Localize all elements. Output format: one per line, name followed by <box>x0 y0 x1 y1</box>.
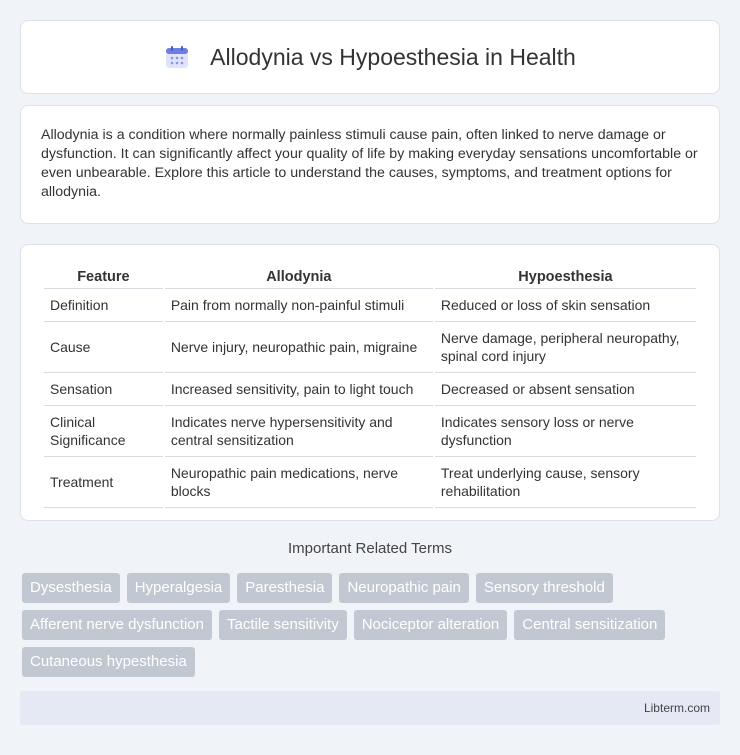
comparison-table-card <box>20 244 720 521</box>
row-feature: Sensation <box>44 373 163 406</box>
row-allodynia: Neuropathic pain medications, nerve blocks <box>165 457 433 508</box>
intro-text: Allodynia is a condition where normally painless stimuli cause pain, often linked to nerve damage or dysfunction. It can significantly affect your quality of life by making everyday sensations uncomfortable or even unbearable. Explore this article to understand the causes, symptoms, and treatment options for allodynia. <box>41 127 698 200</box>
header-card <box>20 20 720 94</box>
row-hypoesthesia: Decreased or absent sensation <box>435 373 696 406</box>
table-row <box>44 373 696 406</box>
tag-central-sensitization[interactable]: Central sensitization <box>514 610 665 640</box>
footer-brand-link[interactable]: Libterm.com <box>643 701 710 715</box>
row-allodynia: Increased sensitivity, pain to light touch <box>165 373 433 406</box>
tag-afferent-nerve-dysfunction[interactable]: Afferent nerve dysfunction <box>22 610 212 640</box>
tag-cutaneous-hypesthesia[interactable]: Cutaneous hypesthesia <box>22 647 195 677</box>
row-hypoesthesia: Indicates sensory loss or nerve dysfunction <box>435 406 696 457</box>
row-allodynia: Pain from normally non-painful stimuli <box>165 289 433 322</box>
footer <box>20 691 720 725</box>
table-row <box>44 322 696 373</box>
tag-hyperalgesia[interactable]: Hyperalgesia <box>127 573 231 603</box>
row-hypoesthesia: Nerve damage, peripheral neuropathy, spinal cord injury <box>435 322 696 373</box>
tag-nociceptor-alteration[interactable]: Nociceptor alteration <box>354 610 508 640</box>
row-allodynia: Nerve injury, neuropathic pain, migraine <box>165 322 433 373</box>
header-hypoesthesia: Hypoesthesia <box>435 265 696 289</box>
tag-dysesthesia[interactable]: Dysesthesia <box>22 573 120 603</box>
tag-neuropathic-pain[interactable]: Neuropathic pain <box>339 573 468 603</box>
table-row <box>44 406 696 457</box>
tag-sensory-threshold[interactable]: Sensory threshold <box>476 573 613 603</box>
intro-card <box>20 105 720 224</box>
header-feature: Feature <box>44 265 163 289</box>
comparison-table <box>42 265 698 508</box>
related-terms-title: Important Related Terms <box>288 540 452 557</box>
related-terms-section <box>0 540 740 557</box>
table-row <box>44 289 696 322</box>
row-hypoesthesia: Treat underlying cause, sensory rehabilitation <box>435 457 696 508</box>
header-allodynia: Allodynia <box>165 265 433 289</box>
page-title: Allodynia vs Hypoesthesia in Health <box>210 43 576 70</box>
table-row <box>44 457 696 508</box>
tag-paresthesia[interactable]: Paresthesia <box>237 573 332 603</box>
table-header-row <box>44 265 696 289</box>
row-allodynia: Indicates nerve hypersensitivity and central sensitization <box>165 406 433 457</box>
row-feature: Definition <box>44 289 163 322</box>
row-feature: Cause <box>44 322 163 373</box>
row-feature: Treatment <box>44 457 163 508</box>
row-feature: Clinical Significance <box>44 406 163 457</box>
related-tags <box>22 573 722 684</box>
tag-tactile-sensitivity[interactable]: Tactile sensitivity <box>219 610 347 640</box>
calendar-icon <box>164 44 190 70</box>
row-hypoesthesia: Reduced or loss of skin sensation <box>435 289 696 322</box>
